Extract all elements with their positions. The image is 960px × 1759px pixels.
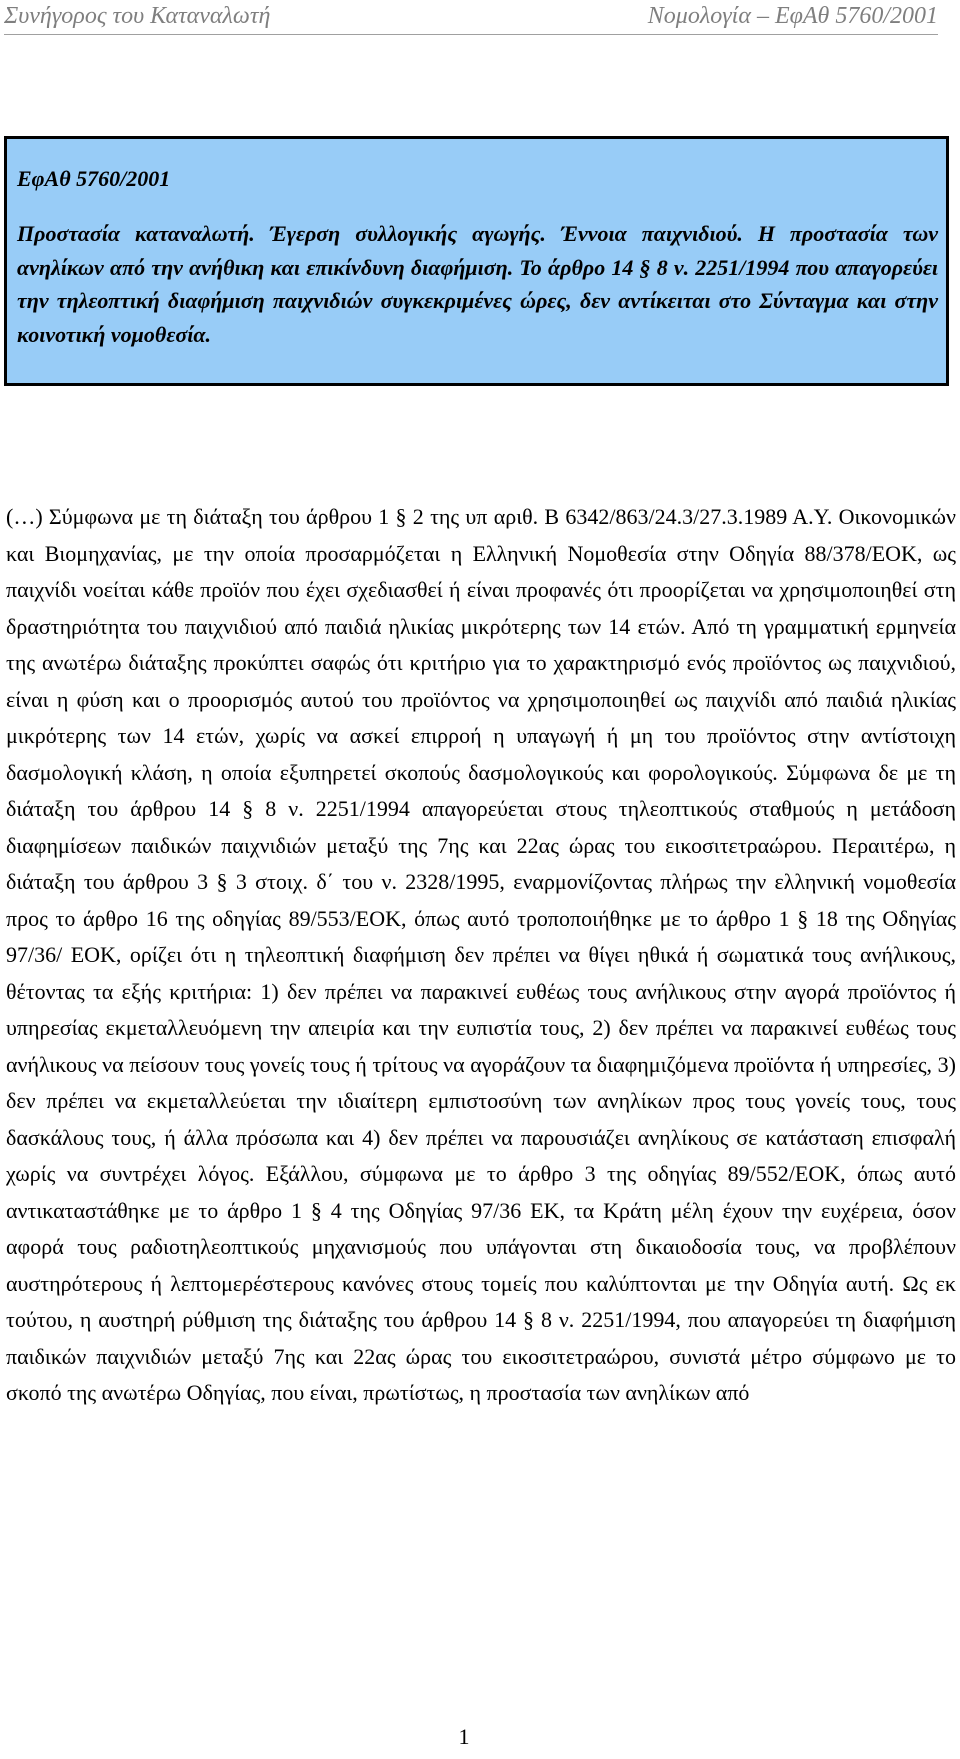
case-summary-box	[4, 136, 949, 386]
header-case-reference: Νομολογία – ΕφΑθ 5760/2001	[647, 3, 938, 29]
judgment-excerpt: (…) Σύμφωνα με τη διάταξη του άρθρου 1 § 2 της υπ αριθ. Β 6342/863/24.3/27.3.1989 Α.Υ. Οικονομικών και Βιομηχανίας, με την οποία προσαρμόζεται η Ελληνική Νομοθεσία στην Οδηγία 88/378/ΕΟΚ, ως παιχνίδι νοείται κάθε προϊόν που έχει σχεδιασθεί ή είναι προφανές ότι προορίζεται να χρησιμοποιηθεί στη δραστηριότητα του παιχνιδιού από παιδιά ηλικίας μικρότερης των 14 ετών. Από τη γραμματική ερμηνεία της ανωτέρω διάταξης προκύπτει σαφώς ότι κριτήριο για το χαρακτηρισμό ενός προϊόντος ως παιχνιδιού, είναι η φύση και ο προορισμός αυτού του προϊόντος να χρησιμοποιηθεί ως παιχνίδι από παιδιά ηλικίας μικρότερης των 14 ετών, χωρίς να ασκεί επιρροή η υπαγωγή ή μη του προϊόντος στην αντίστοιχη δασμολογική κλάση, η οποία εξυπηρετεί σκοπούς δασμολογικούς και φορολογικούς. Σύμφωνα δε με τη διάταξη του άρθρου 14 § 8 ν. 2251/1994 απαγορεύεται στους τηλεοπτικούς σταθμούς η μετάδοση διαφημίσεων παιδικών παιχνιδιών μεταξύ της 7ης και 22ας ώρας του εικοσιτετραώρου. Περαιτέρω, η διάταξη του άρθρου 3 § 3 στοιχ. δ΄ του ν. 2328/1995, εναρμονίζοντας πλήρως την ελληνική νομοθεσία προς το άρθρο 16 της οδηγίας 89/553/ΕΟΚ, όπως αυτό τροποποιήθηκε με το άρθρο 1 § 18 της Οδηγίας 97/36/ ΕΟΚ, ορίζει ότι η τηλεοπτική διαφήμιση δεν πρέπει να θίγει ηθικά ή σωματικά τους ανήλικους, θέτοντας τα εξής κριτήρια: 1) δεν πρέπει να παρακινεί ευθέως τους ανήλικους στην αγορά προϊόντος ή υπηρεσίας εκμεταλλευόμενη την απειρία και την ευπιστία τους, 2) δεν πρέπει να παρακινεί ευθέως τους ανήλικους να πείσουν τους γονείς τους ή τρίτους να αγοράζουν τα διαφημιζόμενα προϊόντα ή υπηρεσίες, 3) δεν πρέπει να εκμεταλλεύεται την ιδιαίτερη εμπιστοσύνη των ανηλίκων προς τους γονείς τους, τους δασκάλους τους, ή άλλα πρόσωπα και 4) δεν πρέπει να παρουσιάζει ανηλίκους σε κατάσταση επισφαλή χωρίς να συντρέχει λόγος. Εξάλλου, σύμφωνα με το άρθρο 3 της οδηγίας 89/552/ΕΟΚ, όπως αυτό αντικαταστάθηκε με το άρθρο 1 § 4 της Οδηγίας 97/36 ΕΚ, τα Κράτη μέλη έχουν την ευχέρεια, όσον αφορά τους ραδιοτηλεοπτικούς μηχανισμούς που υπάγονται στη δικαιοδοσία τους, να προβλέπουν αυστηρότερους ή λεπτομερέστερους κανόνες στους τομείς που καλύπτονται με την Οδηγία αυτή. Ως εκ τούτου, η αυστηρή ρύθμιση της διάταξης του άρθρου 14 § 8 ν. 2251/1994, που απαγορεύει τη διαφήμιση παιδικών παιχνιδιών μεταξύ 7ης και 22ας ώρας του εικοσιτετραώρου, συνιστά μέτρο σύμφωνο με το σκοπό της ανωτέρω Οδηγίας, που είναι, πρωτίστως, η προστασία των ανηλίκων από	[6, 504, 956, 1405]
page-number: 1	[458, 1724, 470, 1749]
running-header	[4, 0, 938, 35]
case-id: ΕφΑθ 5760/2001	[17, 166, 171, 191]
case-headnote: Προστασία καταναλωτή. Έγερση συλλογικής αγωγής. Έννοια παιχνιδιού. Η προστασία των ανηλίκων από την ανήθικη και επικίνδυνη διαφήμιση. Το άρθρο 14 § 8 ν. 2251/1994 που απαγορεύει την τηλεοπτική διαφήμιση παιχνιδιών συγκεκριμένες ώρες, δεν αντίκειται στο Σύνταγμα και στην κοινοτική νομοθεσία.	[17, 221, 938, 347]
header-publisher: Συνήγορος του Καταναλωτή	[4, 3, 271, 29]
